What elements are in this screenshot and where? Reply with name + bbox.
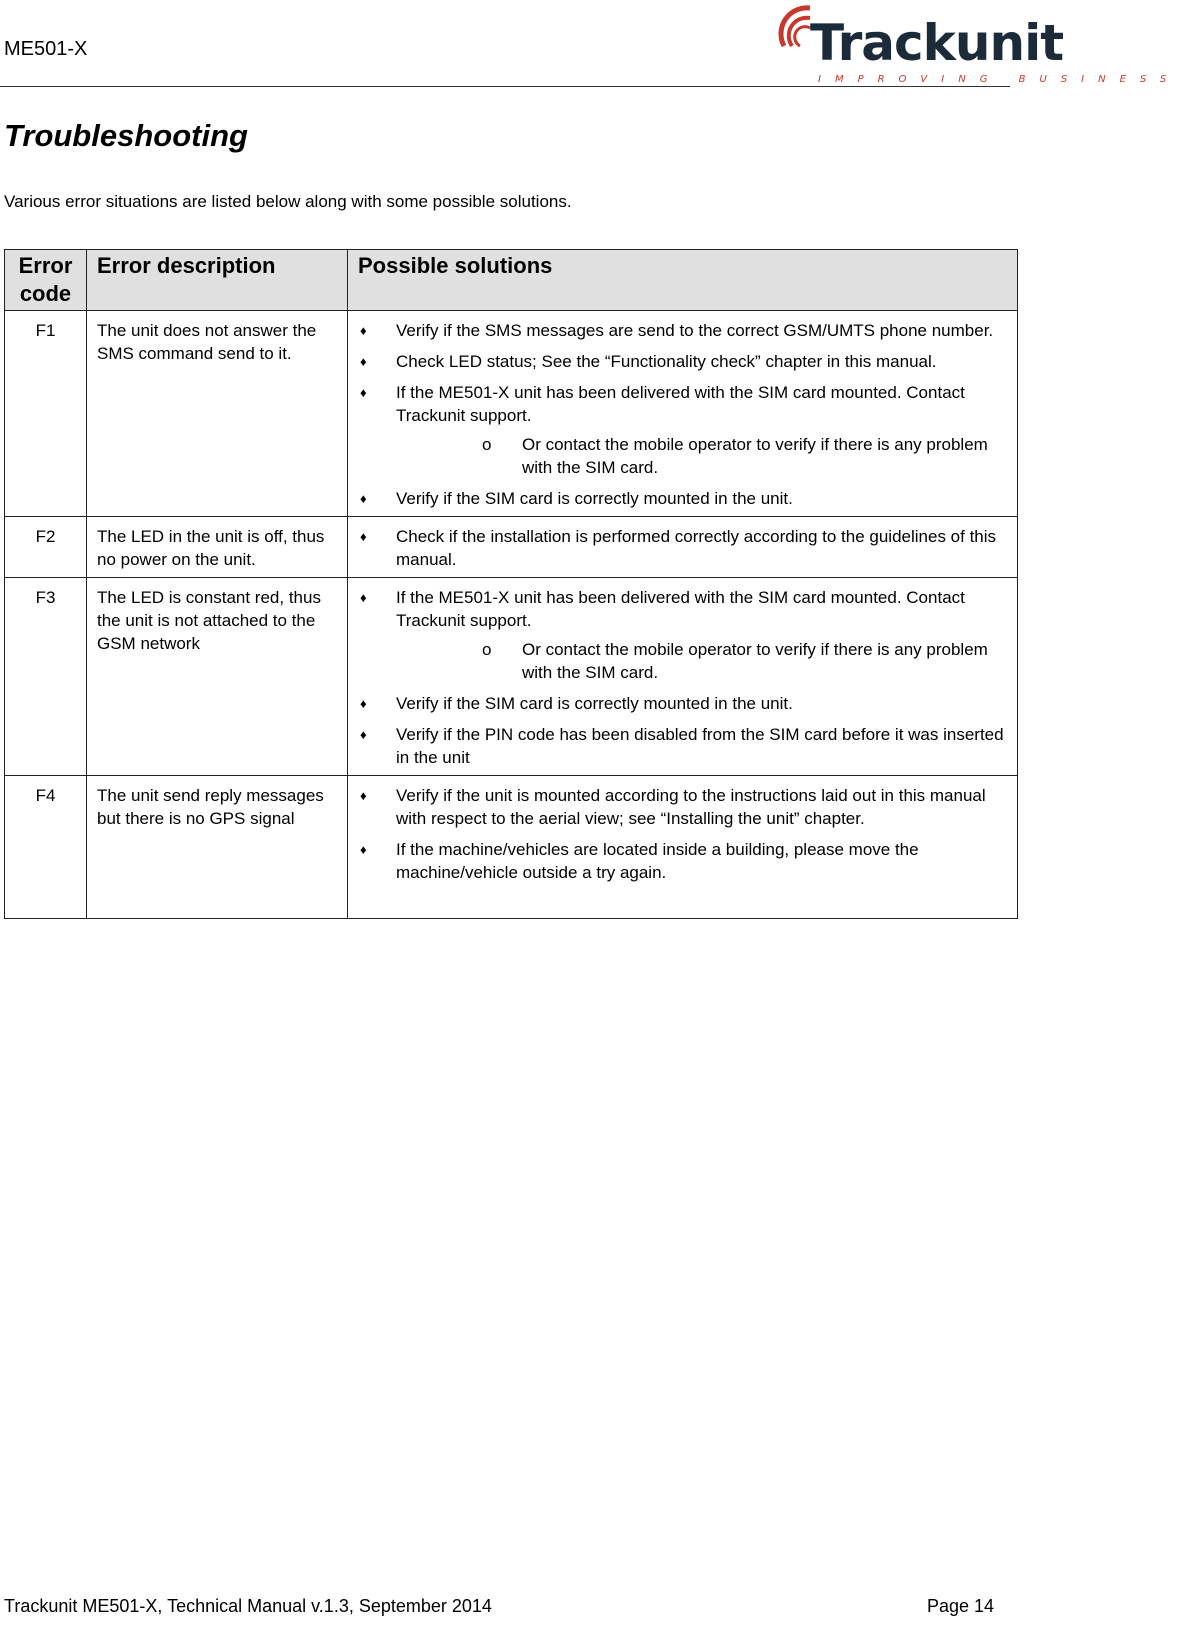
header-doc-id: ME501-X xyxy=(4,38,88,60)
diamond-bullet-icon: ♦ xyxy=(360,354,367,369)
solution-text: Verify if the unit is mounted according to the instructions laid out in this manual with respect to the aerial view; see “Installing the unit” chapter. xyxy=(396,786,986,828)
circle-bullet-icon: o xyxy=(482,640,492,659)
error-description-cell: The unit does not answer the SMS command send to it. xyxy=(87,311,348,517)
diamond-bullet-icon: ♦ xyxy=(360,529,367,544)
error-description-cell: The unit send reply messages but there is no GPS signal xyxy=(87,776,348,919)
header-possible-solutions: Possible solutions xyxy=(348,250,1018,311)
solution-text: If the machine/vehicles are located inside a building, please move the machine/vehicle outside a try again. xyxy=(396,840,919,882)
error-code-cell: F2 xyxy=(5,517,87,578)
sub-solution-text: Or contact the mobile operator to verify if there is any problem with the SIM card. xyxy=(522,640,988,682)
footer-doc-info: Trackunit ME501-X, Technical Manual v.1.3, September 2014 xyxy=(4,1596,492,1616)
table-header-row xyxy=(5,250,1018,311)
solution-item xyxy=(358,525,1007,571)
table-row xyxy=(5,776,1018,919)
solutions-cell xyxy=(348,776,1018,919)
diamond-bullet-icon: ♦ xyxy=(360,696,367,711)
logo-tagline: IMPROVING BUSINESS xyxy=(818,74,1180,85)
solution-text: Verify if the SIM card is correctly mounted in the unit. xyxy=(396,489,793,508)
diamond-bullet-icon: ♦ xyxy=(360,491,367,506)
solution-text: If the ME501-X unit has been delivered with the SIM card mounted. Contact Trackunit support. xyxy=(396,588,965,630)
solutions-cell xyxy=(348,517,1018,578)
solution-item xyxy=(358,350,1007,373)
solution-text: If the ME501-X unit has been delivered with the SIM card mounted. Contact Trackunit support. xyxy=(396,383,965,425)
intro-text: Various error situations are listed below along with some possible solutions. xyxy=(4,192,572,211)
sub-solution-item xyxy=(396,638,1007,684)
solution-item xyxy=(358,723,1007,769)
solution-text: Verify if the PIN code has been disabled from the SIM card before it was inserted in the unit xyxy=(396,725,1004,767)
diamond-bullet-icon: ♦ xyxy=(360,842,367,857)
sub-solution-item xyxy=(396,433,1007,479)
solutions-cell xyxy=(348,311,1018,517)
table-row xyxy=(5,517,1018,578)
header-divider xyxy=(0,86,1010,87)
error-code-cell: F3 xyxy=(5,578,87,776)
solution-text: Check LED status; See the “Functionality check” chapter in this manual. xyxy=(396,352,937,371)
error-description-cell: The LED in the unit is off, thus no power on the unit. xyxy=(87,517,348,578)
solution-text: Verify if the SMS messages are send to the correct GSM/UMTS phone number. xyxy=(396,321,994,340)
troubleshooting-table xyxy=(4,249,1018,919)
diamond-bullet-icon: ♦ xyxy=(360,590,367,605)
logo-wordmark: Trackunit xyxy=(810,14,1064,72)
trackunit-logo xyxy=(770,2,1180,88)
solutions-cell xyxy=(348,578,1018,776)
solution-item xyxy=(358,319,1007,342)
diamond-bullet-icon: ♦ xyxy=(360,788,367,803)
solution-text: Verify if the SIM card is correctly mounted in the unit. xyxy=(396,694,793,713)
circle-bullet-icon: o xyxy=(482,435,492,454)
solution-text: Check if the installation is performed correctly according to the guidelines of this manual. xyxy=(396,527,997,569)
header-error-description: Error description xyxy=(87,250,348,311)
diamond-bullet-icon: ♦ xyxy=(360,727,367,742)
error-code-cell: F4 xyxy=(5,776,87,919)
header-error-code: Error code xyxy=(5,250,87,311)
page-title: Troubleshooting xyxy=(4,118,248,153)
solution-item xyxy=(358,586,1007,684)
diamond-bullet-icon: ♦ xyxy=(360,323,367,338)
footer-page-number: Page 14 xyxy=(927,1596,995,1616)
error-code-cell: F1 xyxy=(5,311,87,517)
error-description-cell: The LED is constant red, thus the unit is not attached to the GSM network xyxy=(87,578,348,776)
table-row xyxy=(5,311,1018,517)
solution-item xyxy=(358,692,1007,715)
solution-item xyxy=(358,838,1007,884)
solution-item xyxy=(358,784,1007,830)
solution-item xyxy=(358,487,1007,510)
solution-item xyxy=(358,381,1007,479)
diamond-bullet-icon: ♦ xyxy=(360,385,367,400)
sub-solution-text: Or contact the mobile operator to verify if there is any problem with the SIM card. xyxy=(522,435,988,477)
table-row xyxy=(5,578,1018,776)
